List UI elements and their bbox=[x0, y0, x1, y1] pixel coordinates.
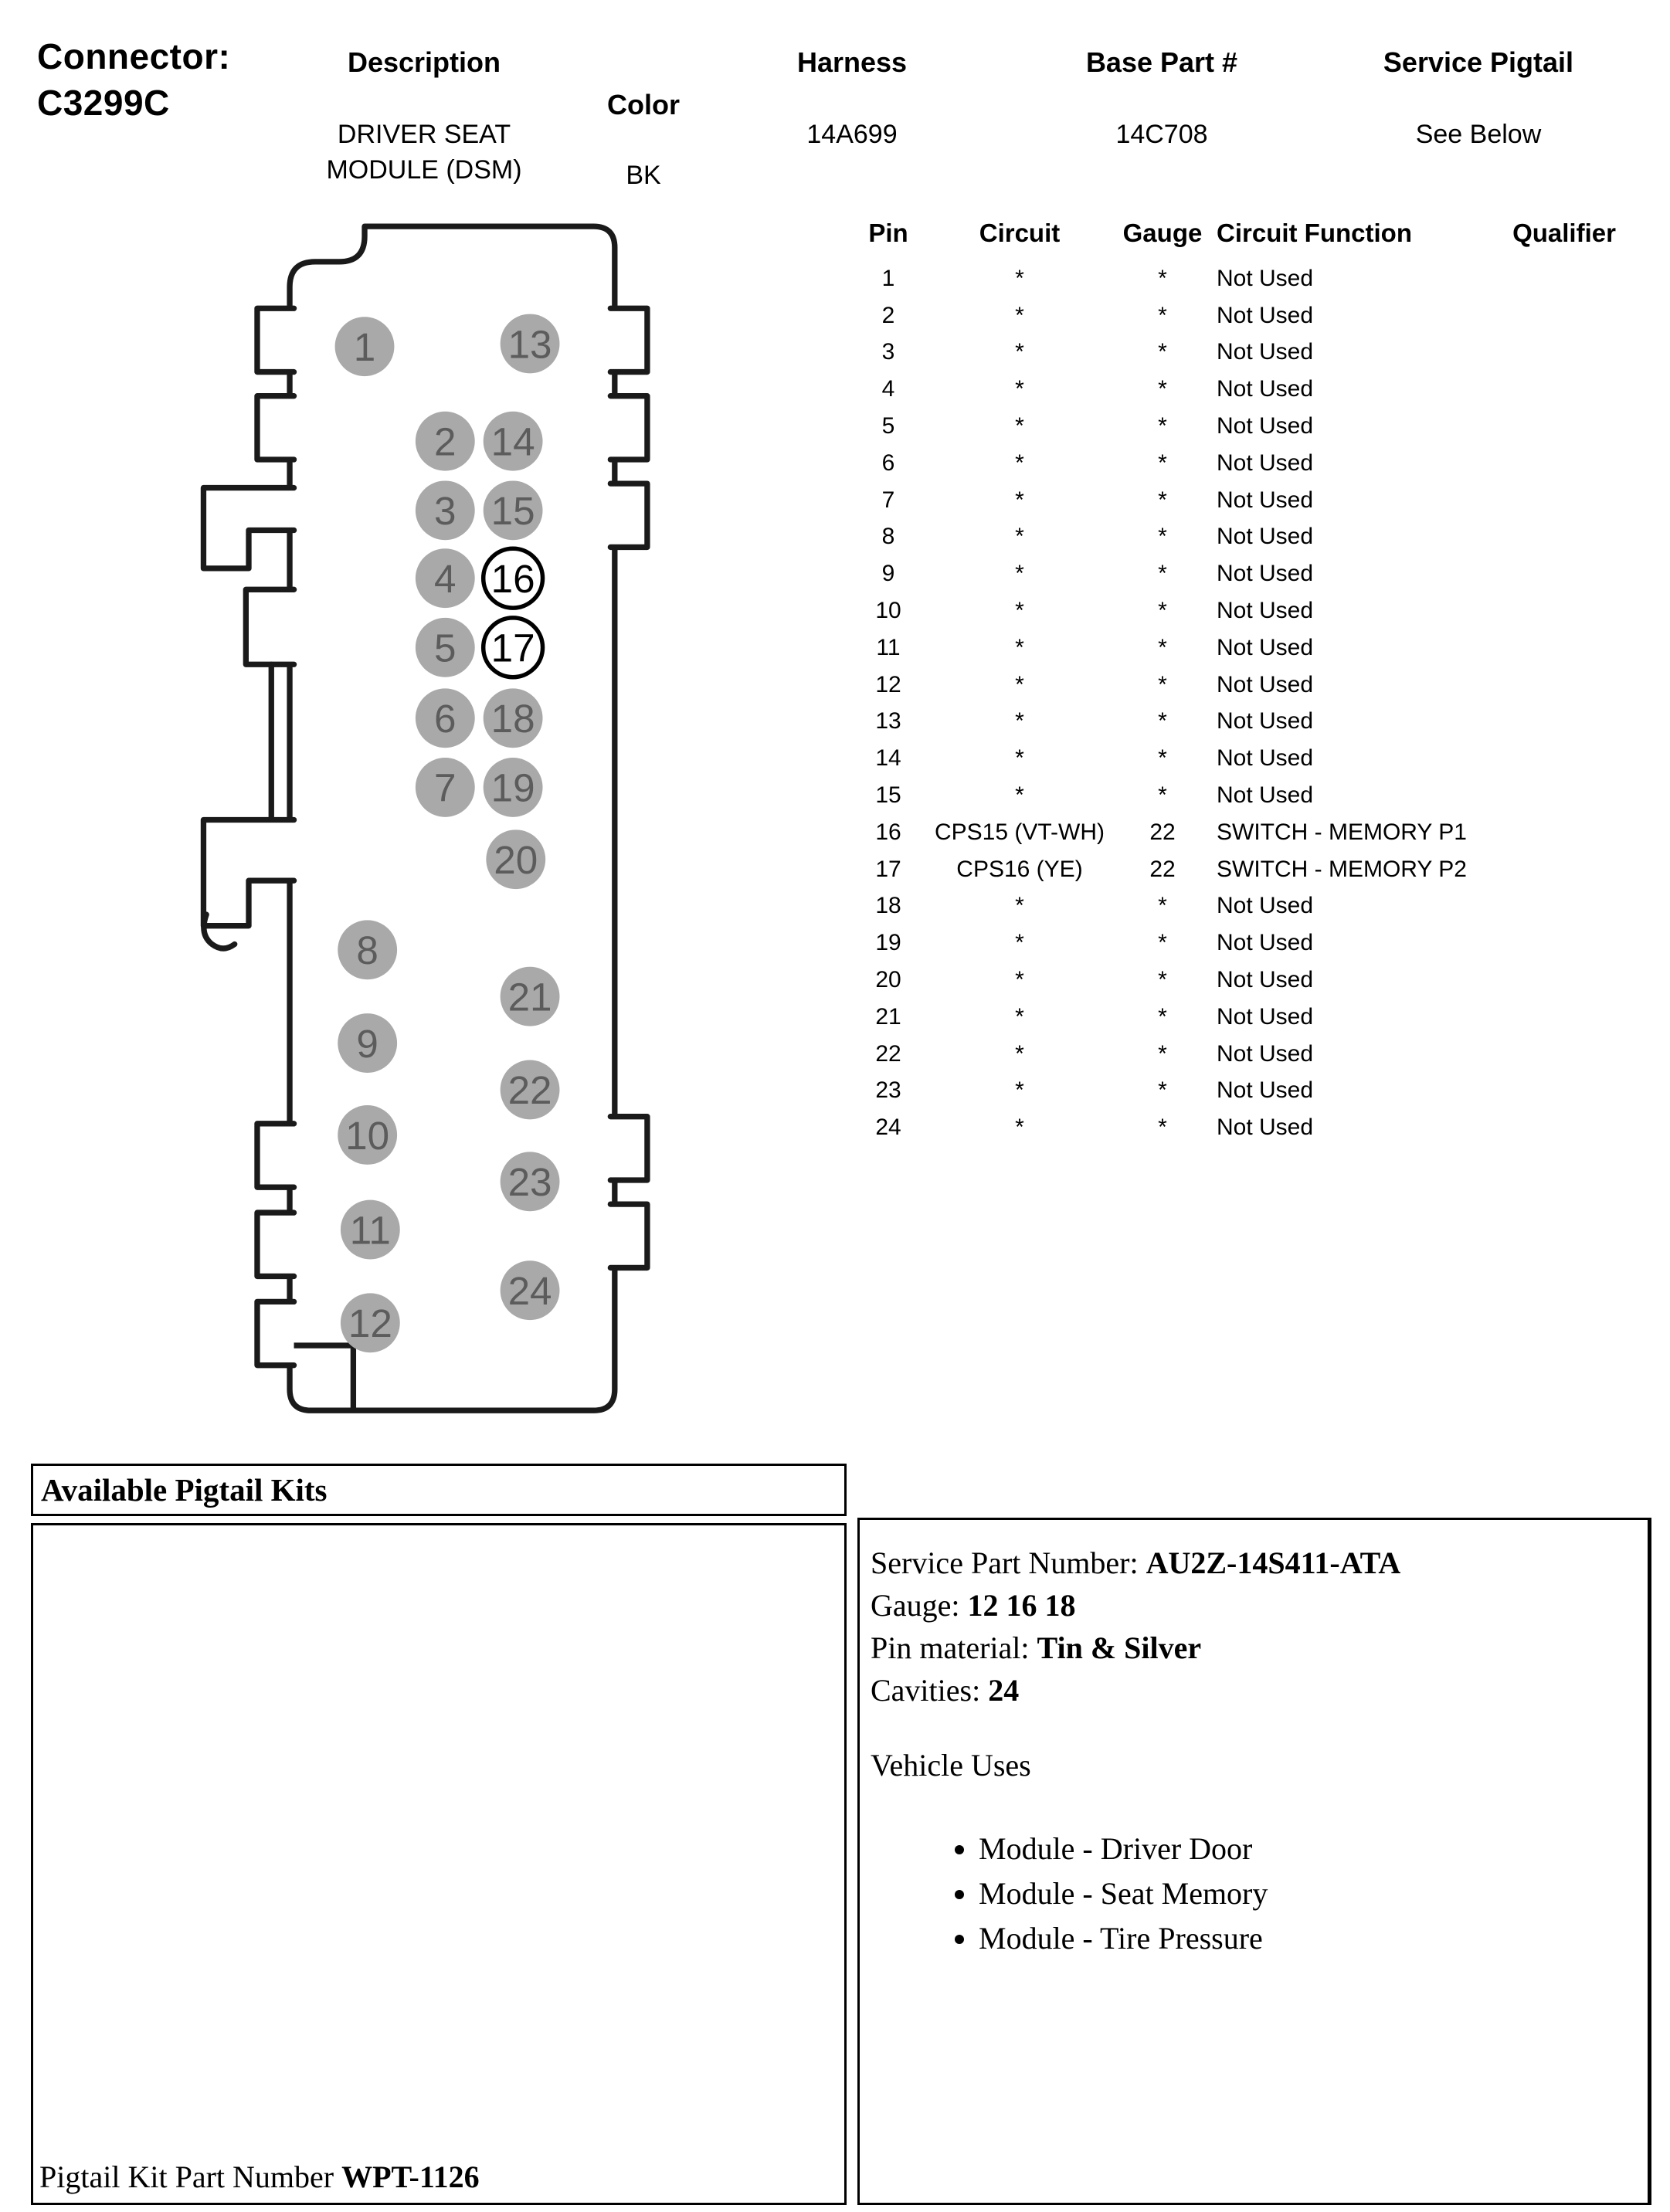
pin-table-row bbox=[846, 408, 1634, 445]
pin-table-cell: 12 bbox=[875, 671, 901, 697]
pin-table-cell: Not Used bbox=[1217, 1114, 1314, 1141]
pin-table-cell bbox=[1495, 592, 1634, 629]
pin-table-cell: * bbox=[1015, 339, 1024, 365]
pin-table-cell: Not Used bbox=[1217, 1077, 1314, 1104]
pin-table-cell: * bbox=[1158, 487, 1167, 513]
pin-table-cell: 6 bbox=[881, 450, 895, 476]
pin-table-row bbox=[846, 777, 1634, 814]
pin-table-cell: * bbox=[1158, 708, 1167, 735]
connector-tab bbox=[610, 396, 647, 460]
connector-tab bbox=[257, 1301, 294, 1365]
pin-table-cell: 7 bbox=[881, 487, 895, 513]
pin-table-cell: * bbox=[1158, 1040, 1167, 1067]
pin-table-cell: 5 bbox=[881, 413, 895, 439]
pin-table-cell bbox=[1495, 777, 1634, 814]
pin-table-cell: Not Used bbox=[1217, 339, 1314, 365]
pin-table-row bbox=[846, 740, 1634, 777]
circuit-header: Circuit bbox=[979, 219, 1061, 247]
connector-id: C3299C bbox=[37, 83, 170, 123]
pin-table-cell: 3 bbox=[881, 339, 895, 365]
description-value: DRIVER SEAT MODULE (DSM) bbox=[326, 120, 522, 185]
pin-table-cell: * bbox=[1015, 265, 1024, 291]
harness-value: 14A699 bbox=[806, 120, 898, 149]
service-pigtail-value: See Below bbox=[1415, 120, 1542, 149]
pin-table-header-row bbox=[846, 219, 1634, 260]
pin-table-cell: 13 bbox=[875, 708, 901, 735]
pin-table-cell bbox=[1495, 260, 1634, 297]
service-part-number-line bbox=[871, 1542, 1634, 1584]
pin-table-cell: * bbox=[1015, 302, 1024, 328]
pin-table-cell bbox=[1495, 371, 1634, 408]
pin-table-cell: Not Used bbox=[1217, 450, 1314, 476]
pin-table-cell: * bbox=[1158, 1114, 1167, 1141]
pin-table-cell: 22 bbox=[1149, 856, 1176, 882]
circuit-function-header: Circuit Function bbox=[1217, 219, 1412, 247]
pin-table-cell: 18 bbox=[875, 893, 901, 919]
pin-number-3: 3 bbox=[434, 489, 457, 534]
pin-table-cell bbox=[1495, 519, 1634, 556]
pin-table-cell bbox=[1495, 445, 1634, 482]
vehicle-uses-label: Vehicle Uses bbox=[871, 1748, 1031, 1783]
pin-table-cell bbox=[1495, 1036, 1634, 1073]
connector-tab bbox=[610, 1204, 647, 1267]
gauge-label: Gauge: bbox=[871, 1588, 960, 1623]
pin-table-cell: CPS16 (YE) bbox=[956, 856, 1083, 882]
pin-number-8: 8 bbox=[356, 928, 378, 973]
pin-table-row bbox=[846, 592, 1634, 629]
connector-tab bbox=[610, 308, 647, 371]
pin-table-cell bbox=[1495, 851, 1634, 888]
pin-header: Pin bbox=[868, 219, 908, 247]
vehicle-use-item: • Module - Tire Pressure bbox=[979, 1916, 1634, 1961]
pin-table-cell bbox=[1495, 704, 1634, 741]
pin-table-row bbox=[846, 999, 1634, 1036]
pin-table-cell: * bbox=[1158, 598, 1167, 624]
pin-table-cell bbox=[1495, 334, 1634, 371]
pin-number-24: 24 bbox=[507, 1269, 552, 1314]
pin-number-22: 22 bbox=[507, 1068, 552, 1113]
pin-table-cell bbox=[1495, 888, 1634, 925]
pin-table-cell: 19 bbox=[875, 930, 901, 956]
pin-table-cell bbox=[1495, 667, 1634, 704]
pin-number-5: 5 bbox=[434, 626, 457, 670]
pin-table-cell: * bbox=[1015, 930, 1024, 956]
pin-number-13: 13 bbox=[507, 322, 552, 367]
mounting-bracket-bottom bbox=[203, 820, 294, 926]
pin-table-row bbox=[846, 1073, 1634, 1110]
pin-table-cell: * bbox=[1015, 1077, 1024, 1104]
connector-body bbox=[290, 226, 615, 1410]
base-part-label: Base Part # bbox=[1085, 46, 1238, 78]
pin-table-cell: Not Used bbox=[1217, 708, 1314, 735]
pin-table-cell: CPS15 (VT-WH) bbox=[934, 819, 1105, 845]
pin-table-cell: * bbox=[1015, 967, 1024, 993]
pin-number-10: 10 bbox=[345, 1113, 390, 1158]
pin-table-cell: * bbox=[1015, 561, 1024, 587]
pin-table-cell: * bbox=[1158, 561, 1167, 587]
pin-table-row bbox=[846, 851, 1634, 888]
pin-table-cell: * bbox=[1015, 450, 1024, 476]
pin-table-cell: 22 bbox=[1149, 819, 1176, 845]
pin-table-row bbox=[846, 888, 1634, 925]
pin-table-cell: * bbox=[1158, 1003, 1167, 1030]
pin-table-cell: 1 bbox=[881, 265, 895, 291]
cavities-value: 24 bbox=[988, 1673, 1020, 1708]
pin-table-cell bbox=[1495, 740, 1634, 777]
pin-table-cell: 4 bbox=[881, 376, 895, 402]
pin-number-16: 16 bbox=[490, 556, 535, 601]
pin-table-cell: 23 bbox=[875, 1077, 901, 1104]
pin-material-value: Tin & Silver bbox=[1037, 1630, 1202, 1665]
vehicle-use-item: • Module - Driver Door bbox=[979, 1827, 1634, 1871]
pin-table-cell: Not Used bbox=[1217, 413, 1314, 439]
pin-table-cell bbox=[1495, 1109, 1634, 1146]
pin-table-cell bbox=[1495, 1073, 1634, 1110]
pin-table-cell: * bbox=[1158, 745, 1167, 772]
pin-table-cell: 24 bbox=[875, 1114, 901, 1141]
pin-table-row bbox=[846, 814, 1634, 851]
pin-table-cell: * bbox=[1015, 634, 1024, 660]
pin-number-14: 14 bbox=[490, 419, 535, 464]
vehicle-uses-list bbox=[871, 1827, 1634, 1961]
pin-table-cell: SWITCH - MEMORY P2 bbox=[1217, 856, 1467, 882]
pin-table-row bbox=[846, 334, 1634, 371]
pin-table-cell: Not Used bbox=[1217, 487, 1314, 513]
pin-table-cell: Not Used bbox=[1217, 634, 1314, 660]
pin-table-cell bbox=[1495, 999, 1634, 1036]
pin-table-cell: * bbox=[1158, 376, 1167, 402]
pin-table-container bbox=[846, 219, 1634, 1146]
service-part-number-value: AU2Z-14S411-ATA bbox=[1146, 1545, 1401, 1580]
pin-number-2: 2 bbox=[434, 419, 457, 464]
pin-table-cell: * bbox=[1015, 708, 1024, 735]
gauge-header: Gauge bbox=[1122, 219, 1203, 247]
pin-table-row bbox=[846, 1036, 1634, 1073]
pin-table-row bbox=[846, 371, 1634, 408]
pin-table-cell: 11 bbox=[876, 634, 901, 660]
pin-number-21: 21 bbox=[507, 975, 552, 1019]
pin-table-cell: * bbox=[1158, 930, 1167, 956]
pin-table-cell: * bbox=[1015, 1003, 1024, 1030]
pin-table-cell: 20 bbox=[875, 967, 901, 993]
pin-table-cell: Not Used bbox=[1217, 930, 1314, 956]
gauge-value: 12 16 18 bbox=[967, 1588, 1076, 1623]
cavities-line bbox=[871, 1669, 1634, 1712]
connector-tab bbox=[610, 1117, 647, 1180]
pin-material-label: Pin material: bbox=[871, 1630, 1030, 1665]
pin-number-23: 23 bbox=[507, 1160, 552, 1205]
pin-table-row bbox=[846, 260, 1634, 297]
available-pigtail-kits-title: Available Pigtail Kits bbox=[41, 1472, 328, 1508]
color-label: Color bbox=[607, 89, 680, 120]
pin-table-cell bbox=[1495, 924, 1634, 962]
pin-table-cell: Not Used bbox=[1217, 1040, 1314, 1067]
pigtail-kit-part-line bbox=[39, 2159, 480, 2195]
pin-table-cell bbox=[1495, 962, 1634, 999]
pin-table-cell: * bbox=[1015, 598, 1024, 624]
vehicle-use-item: • Module - Seat Memory bbox=[979, 1871, 1634, 1916]
mounting-bracket-top bbox=[203, 488, 294, 568]
pin-table-row bbox=[846, 482, 1634, 519]
pin-table-cell: * bbox=[1015, 1114, 1024, 1141]
pin-table-cell: Not Used bbox=[1217, 376, 1314, 402]
pin-table-cell: * bbox=[1158, 1077, 1167, 1104]
pin-table-cell: 15 bbox=[875, 782, 901, 809]
pin-table-cell: 14 bbox=[875, 745, 901, 772]
pin-material-line bbox=[871, 1627, 1634, 1669]
pin-table-row bbox=[846, 962, 1634, 999]
pin-table-cell bbox=[1495, 555, 1634, 592]
pin-table-cell bbox=[1495, 408, 1634, 445]
pin-table-row bbox=[846, 667, 1634, 704]
pin-table-cell: * bbox=[1015, 671, 1024, 697]
description-label: Description bbox=[347, 46, 501, 78]
pin-table-cell: * bbox=[1015, 413, 1024, 439]
pin-number-12: 12 bbox=[348, 1301, 392, 1346]
pin-table-cell: * bbox=[1015, 782, 1024, 809]
pin-table-cell: Not Used bbox=[1217, 967, 1314, 993]
pin-table-cell: * bbox=[1015, 376, 1024, 402]
pin-table-row bbox=[846, 445, 1634, 482]
pin-number-4: 4 bbox=[434, 556, 457, 601]
pin-table-cell: Not Used bbox=[1217, 782, 1314, 809]
pin-table-cell: 8 bbox=[881, 524, 895, 550]
pin-table-cell: * bbox=[1158, 302, 1167, 328]
pin-table-cell: Not Used bbox=[1217, 671, 1314, 697]
connector-tab bbox=[257, 396, 294, 460]
pin-table-cell: Not Used bbox=[1217, 265, 1314, 291]
base-part-value: 14C708 bbox=[1115, 120, 1208, 149]
pin-table-cell: * bbox=[1015, 745, 1024, 772]
pin-table-cell bbox=[1495, 482, 1634, 519]
service-part-number-label: Service Part Number: bbox=[871, 1545, 1139, 1580]
pin-number-19: 19 bbox=[490, 765, 535, 810]
connector-label: Connector: bbox=[37, 36, 231, 76]
pin-table-row bbox=[846, 297, 1634, 334]
pin-table-row bbox=[846, 1109, 1634, 1146]
pin-table-cell: * bbox=[1158, 634, 1167, 660]
pin-table-cell: 22 bbox=[875, 1040, 901, 1067]
pin-table-cell: * bbox=[1158, 671, 1167, 697]
available-pigtail-kits-box bbox=[31, 1464, 847, 1516]
pin-table-cell: * bbox=[1158, 782, 1167, 809]
harness-label: Harness bbox=[796, 46, 908, 78]
pin-table-cell: 21 bbox=[875, 1003, 901, 1030]
pigtail-kit-part-number: WPT-1126 bbox=[341, 2159, 480, 2194]
pin-table-cell: * bbox=[1158, 265, 1167, 291]
pin-table-row bbox=[846, 555, 1634, 592]
pin-table-cell bbox=[1495, 297, 1634, 334]
pin-table-cell: Not Used bbox=[1217, 524, 1314, 550]
pin-table-cell: * bbox=[1015, 1040, 1024, 1067]
mounting-bracket-block bbox=[246, 589, 294, 664]
pin-table-cell: Not Used bbox=[1217, 745, 1314, 772]
pin-table-cell: Not Used bbox=[1217, 302, 1314, 328]
pin-number-15: 15 bbox=[490, 489, 535, 534]
color-value: BK bbox=[626, 161, 661, 190]
pin-number-9: 9 bbox=[356, 1021, 378, 1066]
service-pigtail-label: Service Pigtail bbox=[1383, 46, 1574, 78]
connector-tab bbox=[257, 1124, 294, 1187]
pin-table-cell bbox=[1495, 629, 1634, 667]
qualifier-header: Qualifier bbox=[1512, 219, 1616, 247]
pin-table-cell: 2 bbox=[881, 302, 895, 328]
pin-number-11: 11 bbox=[349, 1208, 391, 1253]
pin-table-cell: * bbox=[1158, 893, 1167, 919]
pin-table-cell: Not Used bbox=[1217, 1003, 1314, 1030]
pin-table-cell: * bbox=[1158, 450, 1167, 476]
pin-table-cell: Not Used bbox=[1217, 598, 1314, 624]
pin-table-cell: 17 bbox=[875, 856, 901, 882]
service-pigtail-box bbox=[857, 1518, 1651, 2205]
pin-table-cell: * bbox=[1015, 487, 1024, 513]
pin-number-1: 1 bbox=[353, 324, 376, 369]
cavities-label: Cavities: bbox=[871, 1673, 981, 1708]
pin-table-cell: * bbox=[1158, 339, 1167, 365]
pin-table-body bbox=[846, 260, 1634, 1146]
pin-table-cell: 9 bbox=[881, 561, 895, 587]
pin-table-row bbox=[846, 924, 1634, 962]
pin-number-20: 20 bbox=[494, 838, 538, 883]
connector-tab bbox=[257, 1213, 294, 1276]
pigtail-kit-part-label: Pigtail Kit Part Number bbox=[39, 2159, 334, 2194]
pin-table-cell: * bbox=[1015, 524, 1024, 550]
connector-diagram bbox=[198, 219, 664, 1429]
pin-table bbox=[846, 219, 1634, 1146]
pin-number-7: 7 bbox=[434, 765, 457, 810]
pin-table-cell bbox=[1495, 814, 1634, 851]
pin-table-cell: SWITCH - MEMORY P1 bbox=[1217, 819, 1467, 845]
gauge-line bbox=[871, 1584, 1634, 1627]
pin-number-18: 18 bbox=[490, 697, 535, 741]
pin-table-cell: Not Used bbox=[1217, 561, 1314, 587]
connector-tab bbox=[257, 308, 294, 371]
pin-table-cell: * bbox=[1015, 893, 1024, 919]
pin-table-cell: 16 bbox=[875, 819, 901, 845]
connector-tab bbox=[610, 483, 647, 547]
pigtail-kit-box bbox=[31, 1523, 847, 2205]
pin-table-cell: * bbox=[1158, 413, 1167, 439]
pin-number-6: 6 bbox=[434, 697, 457, 741]
pin-table-cell: Not Used bbox=[1217, 893, 1314, 919]
pin-table-cell: * bbox=[1158, 967, 1167, 993]
pin-table-cell: * bbox=[1158, 524, 1167, 550]
pin-table-row bbox=[846, 704, 1634, 741]
pin-number-17: 17 bbox=[490, 626, 535, 670]
pin-table-cell: 10 bbox=[875, 598, 901, 624]
pin-table-row bbox=[846, 629, 1634, 667]
pin-table-row bbox=[846, 519, 1634, 556]
